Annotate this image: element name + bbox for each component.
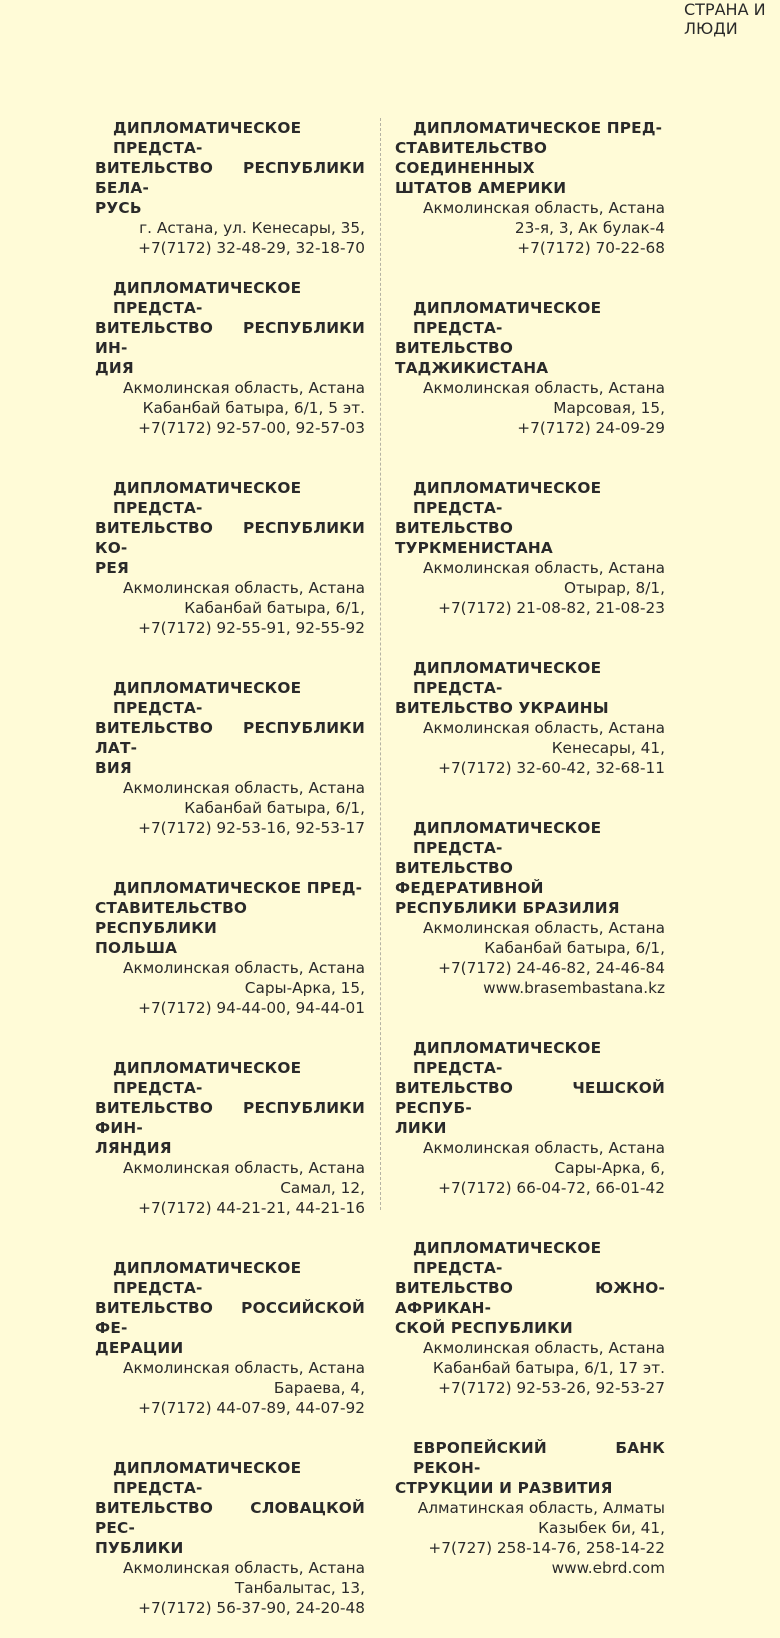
entry-name-line: СКОЙ РЕСПУБЛИКИ [395, 1319, 573, 1337]
entry-detail-line: +7(7172) 92-53-16, 92-53-17 [138, 819, 365, 837]
entry-name-line: ДИПЛОМАТИЧЕСКОЕ ПРЕДСТА- [113, 1059, 302, 1097]
entry-detail-line: Акмолинская область, Астана [423, 1339, 665, 1357]
entry-name-line: ДИЯ [95, 359, 134, 377]
entry-detail-line: Акмолинская область, Астана [123, 1559, 365, 1577]
entry-detail-line: +7(7172) 24-09-29 [517, 419, 665, 437]
entry-detail-line: +7(7172) 24-46-82, 24-46-84 [438, 959, 665, 977]
entry-detail-line: +7(7172) 21-08-82, 21-08-23 [438, 599, 665, 617]
directory-entry [95, 1258, 365, 1418]
entry-name-line: ВИТЕЛЬСТВО РЕСПУБЛИКИ ФИН- [95, 1099, 365, 1137]
entry-name-line: ВИТЕЛЬСТВО РЕСПУБЛИКИ КО- [95, 519, 365, 557]
entry-name-line: ДИПЛОМАТИЧЕСКОЕ ПРЕДСТА- [113, 1459, 302, 1497]
entry-detail-line: Акмолинская область, Астана [123, 379, 365, 397]
entry-name-line: ПОЛЬША [95, 939, 178, 957]
entry-name-line: ДИПЛОМАТИЧЕСКОЕ ПРЕДСТА- [113, 119, 302, 157]
directory-entry [395, 1438, 665, 1578]
entry-detail-line: +7(7172) 56-37-90, 24-20-48 [138, 1599, 365, 1617]
entry-detail-line: Самал, 12, [280, 1179, 365, 1197]
entry-name-line: ДИПЛОМАТИЧЕСКОЕ ПРЕДСТА- [413, 659, 602, 697]
entry-detail-line: Акмолинская область, Астана [423, 199, 665, 217]
entry-name-line: ДИПЛОМАТИЧЕСКОЕ ПРЕДСТА- [113, 1259, 302, 1297]
entry-name-line: СТРУКЦИИ И РАЗВИТИЯ [395, 1479, 613, 1497]
entry-name-line: ВИТЕЛЬСТВО ТАДЖИКИСТАНА [395, 339, 549, 377]
entry-detail-line: Сары-Арка, 6, [554, 1159, 665, 1177]
entry-detail-line: Сары-Арка, 15, [244, 979, 365, 997]
entry-detail-line: Акмолинская область, Астана [123, 1159, 365, 1177]
directory-entry [395, 1038, 665, 1198]
entry-detail-line: www.ebrd.com [551, 1559, 665, 1577]
entry-detail-line: +7(7172) 94-44-00, 94-44-01 [138, 999, 365, 1017]
entry-detail-line: 23-я, 3, Ак булак-4 [514, 219, 665, 237]
entry-detail-line: Отырар, 8/1, [563, 579, 665, 597]
entry-detail-line: +7(7172) 92-57-00, 92-57-03 [138, 419, 365, 437]
entry-detail-line: +7(7172) 32-60-42, 32-68-11 [438, 759, 665, 777]
section-title: СТРАНА И ЛЮДИ [684, 0, 780, 1329]
entry-name-line: ДИПЛОМАТИЧЕСКОЕ ПРЕДСТА- [113, 279, 302, 317]
entry-name-line: ЛЯНДИЯ [95, 1139, 172, 1157]
entry-detail-line: Кабанбай батыра, 6/1, 17 эт. [432, 1359, 665, 1377]
entry-name-line: ВИТЕЛЬСТВО РЕСПУБЛИКИ ЛАТ- [95, 719, 365, 757]
entry-detail-line: Акмолинская область, Астана [423, 919, 665, 937]
entry-detail-line: Акмолинская область, Астана [423, 559, 665, 577]
entry-detail-line: Кабанбай батыра, 6/1, [484, 939, 665, 957]
entry-detail-line: +7(7172) 92-55-91, 92-55-92 [138, 619, 365, 637]
directory-entry [95, 478, 365, 638]
directory-entry [95, 878, 365, 1018]
directory-entry [95, 278, 365, 438]
entry-name-line: ДИПЛОМАТИЧЕСКОЕ ПРЕД- [413, 119, 663, 137]
entry-name-line: ВИЯ [95, 759, 132, 777]
entry-name-line: ДИПЛОМАТИЧЕСКОЕ ПРЕДСТА- [113, 479, 302, 517]
directory-entry [95, 678, 365, 838]
directory-entry [395, 298, 665, 438]
entry-detail-line: Акмолинская область, Астана [423, 1139, 665, 1157]
entry-name-line: ВИТЕЛЬСТВО ЧЕШСКОЙ РЕСПУБ- [395, 1079, 665, 1117]
column-divider [380, 118, 381, 1210]
entry-detail-line: Акмолинская область, Астана [123, 579, 365, 597]
entry-detail-line: Бараева, 4, [273, 1379, 365, 1397]
directory-entry [95, 118, 365, 258]
directory-entry [95, 1058, 365, 1218]
directory-entry [395, 658, 665, 778]
left-column [95, 118, 365, 1638]
entry-name-line: ДИПЛОМАТИЧЕСКОЕ ПРЕДСТА- [113, 679, 302, 717]
entry-name-line: СТАВИТЕЛЬСТВО СОЕДИНЕННЫХ [395, 139, 548, 177]
entry-name-line: СТАВИТЕЛЬСТВО РЕСПУБЛИКИ [95, 899, 248, 937]
entry-name-line: ДИПЛОМАТИЧЕСКОЕ ПРЕД- [113, 879, 363, 897]
entry-detail-line: +7(7172) 70-22-68 [517, 239, 665, 257]
entry-name-line: ДИПЛОМАТИЧЕСКОЕ ПРЕДСТА- [413, 479, 602, 517]
entry-detail-line: Кабанбай батыра, 6/1, 5 эт. [142, 399, 365, 417]
entry-detail-line: Кабанбай батыра, 6/1, [184, 799, 365, 817]
entry-name-line: ДИПЛОМАТИЧЕСКОЕ ПРЕДСТА- [413, 819, 602, 857]
entry-detail-line: Акмолинская область, Астана [123, 779, 365, 797]
entry-name-line: ШТАТОВ АМЕРИКИ [395, 179, 567, 197]
entry-name-line: РЕЯ [95, 559, 130, 577]
entry-name-line: ДИПЛОМАТИЧЕСКОЕ ПРЕДСТА- [413, 299, 602, 337]
directory-entry [395, 1238, 665, 1398]
entry-name-line: ВИТЕЛЬСТВО ФЕДЕРАТИВНОЙ [395, 859, 544, 897]
entry-name-line: ЛИКИ [395, 1119, 447, 1137]
entry-detail-line: www.brasembastana.kz [483, 979, 665, 997]
entry-detail-line: +7(7172) 44-21-21, 44-21-16 [138, 1199, 365, 1217]
entry-detail-line: +7(7172) 66-04-72, 66-01-42 [438, 1179, 665, 1197]
entry-name-line: РЕСПУБЛИКИ БРАЗИЛИЯ [395, 899, 620, 917]
entry-detail-line: Акмолинская область, Астана [123, 959, 365, 977]
entry-detail-line: Кабанбай батыра, 6/1, [184, 599, 365, 617]
entry-detail-line: Акмолинская область, Астана [423, 379, 665, 397]
entry-name-line: ПУБЛИКИ [95, 1539, 184, 1557]
entry-name-line: ВИТЕЛЬСТВО СЛОВАЦКОЙ РЕС- [95, 1499, 365, 1537]
right-column [395, 118, 665, 1598]
entry-detail-line: Акмолинская область, Астана [423, 719, 665, 737]
entry-name-line: ВИТЕЛЬСТВО РЕСПУБЛИКИ ИН- [95, 319, 365, 357]
directory-entry [395, 118, 665, 258]
entry-detail-line: +7(7172) 92-53-26, 92-53-27 [438, 1379, 665, 1397]
directory-entry [395, 478, 665, 618]
entry-name-line: ДИПЛОМАТИЧЕСКОЕ ПРЕДСТА- [413, 1039, 602, 1077]
entry-detail-line: Казыбек би, 41, [538, 1519, 665, 1537]
entry-name-line: ВИТЕЛЬСТВО ЮЖНО-АФРИКАН- [395, 1279, 665, 1317]
directory-entry [95, 1458, 365, 1618]
entry-name-line: ЕВРОПЕЙСКИЙ БАНК РЕКОН- [413, 1439, 665, 1477]
entry-detail-line: +7(7172) 44-07-89, 44-07-92 [138, 1399, 365, 1417]
entry-detail-line: Марсовая, 15, [553, 399, 665, 417]
entry-name-line: РУСЬ [95, 199, 142, 217]
entry-detail-line: Танбалытас, 13, [234, 1579, 365, 1597]
entry-detail-line: +7(7172) 32-48-29, 32-18-70 [138, 239, 365, 257]
entry-name-line: ВИТЕЛЬСТВО ТУРКМЕНИСТАНА [395, 519, 553, 557]
directory-entry [395, 818, 665, 998]
entry-detail-line: Акмолинская область, Астана [123, 1359, 365, 1377]
entry-detail-line: Кенесары, 41, [551, 739, 665, 757]
entry-name-line: ДИПЛОМАТИЧЕСКОЕ ПРЕДСТА- [413, 1239, 602, 1277]
entry-detail-line: Алматинская область, Алматы [417, 1499, 665, 1517]
entry-name-line: ВИТЕЛЬСТВО РОССИЙСКОЙ ФЕ- [95, 1299, 365, 1337]
entry-name-line: ВИТЕЛЬСТВО УКРАИНЫ [395, 699, 609, 717]
entry-name-line: ВИТЕЛЬСТВО РЕСПУБЛИКИ БЕЛА- [95, 159, 365, 197]
entry-detail-line: г. Астана, ул. Кенесары, 35, [139, 219, 365, 237]
entry-detail-line: +7(727) 258-14-76, 258-14-22 [428, 1539, 665, 1557]
entry-name-line: ДЕРАЦИИ [95, 1339, 184, 1357]
